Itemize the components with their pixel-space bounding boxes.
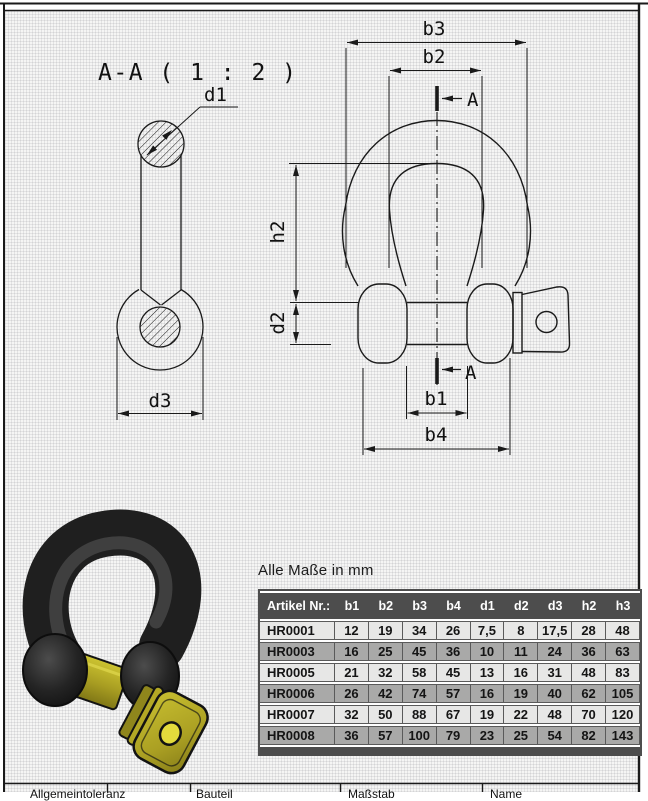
dimensions-table-wrap xyxy=(258,589,642,756)
value-cell: 63 xyxy=(606,642,640,661)
value-cell: 16 xyxy=(335,642,369,661)
value-cell: 12 xyxy=(335,621,369,640)
value-cell: 88 xyxy=(403,705,437,724)
dimensions-table-body xyxy=(260,621,640,745)
dim-label-b2: b2 xyxy=(422,46,446,68)
value-cell: 100 xyxy=(403,726,437,745)
artikel-cell: HR0003 xyxy=(260,642,335,661)
value-cell: 25 xyxy=(369,642,403,661)
value-cell: 143 xyxy=(606,726,640,745)
value-cell: 16 xyxy=(504,663,538,682)
value-cell: 48 xyxy=(538,705,572,724)
value-cell: 42 xyxy=(369,684,403,703)
dim-d3 xyxy=(117,337,203,420)
value-cell: 22 xyxy=(504,705,538,724)
front-view xyxy=(267,18,570,455)
title-block-cell-5: Name xyxy=(490,787,523,801)
value-cell: 50 xyxy=(369,705,403,724)
value-cell: 36 xyxy=(572,642,606,661)
value-cell: 79 xyxy=(437,726,471,745)
value-cell: 19 xyxy=(504,684,538,703)
dim-label-d3: d3 xyxy=(148,390,172,412)
value-cell: 62 xyxy=(572,684,606,703)
table-header-cell: b2 xyxy=(369,593,403,619)
table-header-cell: Artikel Nr.: xyxy=(260,593,335,619)
dim-label-h2: h2 xyxy=(267,220,289,244)
title-block-cell-4: Maßstab xyxy=(348,787,395,801)
table-header-cell: d2 xyxy=(504,593,538,619)
value-cell: 26 xyxy=(335,684,369,703)
table-header-cell: d1 xyxy=(471,593,505,619)
dim-label-d1: d1 xyxy=(204,84,227,106)
section-mark-bottom xyxy=(437,358,477,384)
title-block-cell-3: Bauteil xyxy=(196,787,233,801)
value-cell: 40 xyxy=(538,684,572,703)
section-title: A-A ( 1 : 2 ) xyxy=(98,60,298,86)
title-block-cell-1: Allgemeintoleranz xyxy=(30,787,126,801)
value-cell: 11 xyxy=(504,642,538,661)
section-mark-label-top: A xyxy=(467,89,479,111)
table-header-cell: b4 xyxy=(437,593,471,619)
value-cell: 23 xyxy=(471,726,505,745)
artikel-cell: HR0007 xyxy=(260,705,335,724)
value-cell: 17,5 xyxy=(538,621,572,640)
units-note: Alle Maße in mm xyxy=(258,562,374,579)
value-cell: 26 xyxy=(437,621,471,640)
table-row xyxy=(260,684,640,703)
value-cell: 48 xyxy=(606,621,640,640)
dim-h2 xyxy=(267,164,436,302)
dim-label-b1: b1 xyxy=(424,388,448,410)
value-cell: 21 xyxy=(335,663,369,682)
section-mark-top xyxy=(437,86,479,111)
artikel-cell: HR0005 xyxy=(260,663,335,682)
value-cell: 32 xyxy=(369,663,403,682)
artikel-cell: HR0001 xyxy=(260,621,335,640)
value-cell: 32 xyxy=(335,705,369,724)
table-header-cell: h2 xyxy=(572,593,606,619)
value-cell: 36 xyxy=(437,642,471,661)
table-header-cell: b1 xyxy=(335,593,369,619)
dim-d2 xyxy=(267,304,296,343)
value-cell: 24 xyxy=(538,642,572,661)
value-cell: 19 xyxy=(369,621,403,640)
dim-b2 xyxy=(389,46,482,268)
dim-label-b3: b3 xyxy=(422,18,446,40)
value-cell: 34 xyxy=(403,621,437,640)
value-cell: 45 xyxy=(403,642,437,661)
value-cell: 16 xyxy=(471,684,505,703)
value-cell: 58 xyxy=(403,663,437,682)
dim-label-d2: d2 xyxy=(267,311,289,335)
value-cell: 19 xyxy=(471,705,505,724)
value-cell: 28 xyxy=(572,621,606,640)
table-row xyxy=(260,726,640,745)
value-cell: 10 xyxy=(471,642,505,661)
dimensions-table xyxy=(260,591,640,747)
table-header-cell: d3 xyxy=(538,593,572,619)
value-cell: 120 xyxy=(606,705,640,724)
value-cell: 83 xyxy=(606,663,640,682)
value-cell: 48 xyxy=(572,663,606,682)
table-row xyxy=(260,663,640,682)
dim-label-b4: b4 xyxy=(424,424,448,446)
table-row xyxy=(260,621,640,640)
value-cell: 82 xyxy=(572,726,606,745)
artikel-cell: HR0008 xyxy=(260,726,335,745)
table-footer-bar xyxy=(260,747,640,754)
section-mark-label-bottom: A xyxy=(465,362,477,384)
value-cell: 67 xyxy=(437,705,471,724)
table-header-row xyxy=(260,593,640,619)
value-cell: 70 xyxy=(572,705,606,724)
value-cell: 105 xyxy=(606,684,640,703)
value-cell: 57 xyxy=(369,726,403,745)
value-cell: 54 xyxy=(538,726,572,745)
value-cell: 25 xyxy=(504,726,538,745)
shackle-3d-render xyxy=(23,533,213,778)
table-header-cell: h3 xyxy=(606,593,640,619)
value-cell: 13 xyxy=(471,663,505,682)
value-cell: 8 xyxy=(504,621,538,640)
table-row xyxy=(260,642,640,661)
value-cell: 7,5 xyxy=(471,621,505,640)
table-header-cell: b3 xyxy=(403,593,437,619)
value-cell: 74 xyxy=(403,684,437,703)
value-cell: 45 xyxy=(437,663,471,682)
value-cell: 31 xyxy=(538,663,572,682)
artikel-cell: HR0006 xyxy=(260,684,335,703)
value-cell: 36 xyxy=(335,726,369,745)
value-cell: 57 xyxy=(437,684,471,703)
table-row xyxy=(260,705,640,724)
